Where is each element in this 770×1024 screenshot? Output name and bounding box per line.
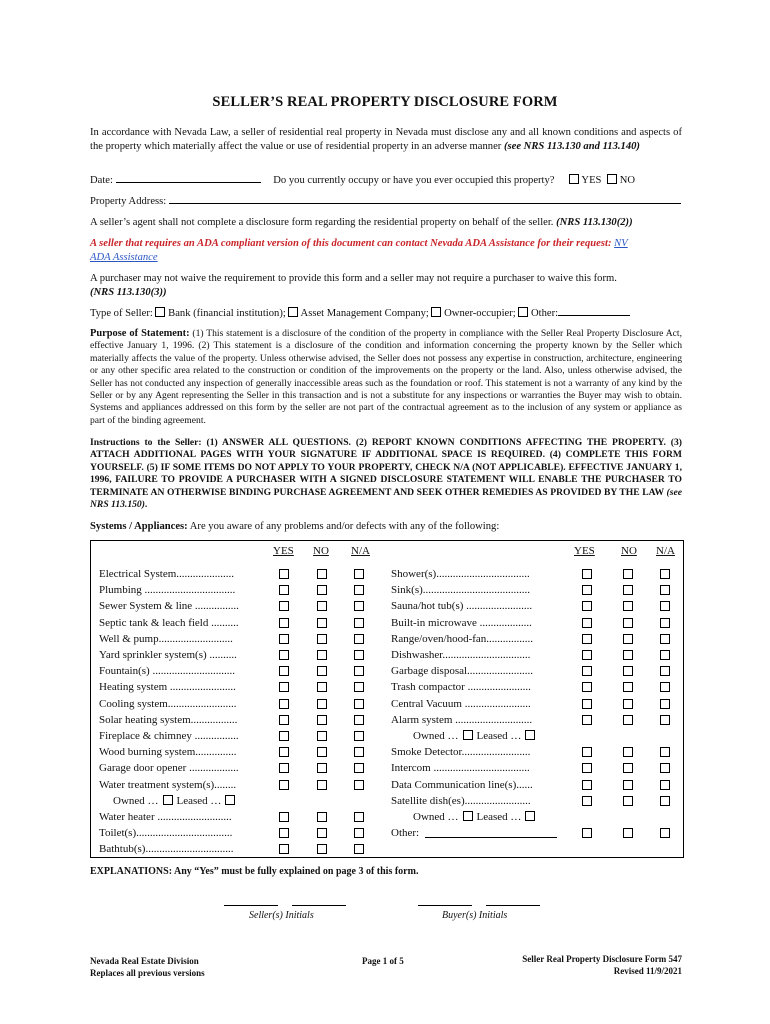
purpose-text: (1) This statement is a disclosure of the condition of the property in compliance with the Seller Real Property Disclosure Act, effective January 1, 1996. (2) This statement is a disclosure of the condition and information concerning the property known by the Seller which materially affects the value of the property. Unless otherwise advised, the Seller does not possess any expertise in construction, architecture, engineering or any other specific area related to the construction or condition of the improvements on the property or the land. Also, unless otherwise advised, the Seller has not conducted any inspection of generally inaccessible areas such as the foundation or roof. This statement is not a warranty of any kind by the Seller or by any Agent representing the Seller in this transaction and is not a substitute for any inspections or warranties the Buyer may wish to obtain. Systems and appliances addressed on this form by the seller are not part of the contractual agreement as to the inclusion of any system or appliance as part of the binding agreement.: [90, 328, 682, 426]
buyer-initial-line-1[interactable]: [418, 905, 472, 906]
right-item-row: [391, 598, 611, 614]
left-item-yes-checkbox[interactable]: [279, 844, 289, 854]
right-col-no-header: NO: [621, 545, 637, 557]
right-item-yes-checkbox[interactable]: [582, 634, 592, 644]
right-item-label: Built-in microwave ...................: [391, 616, 532, 629]
right-item-no-checkbox[interactable]: [623, 780, 633, 790]
right-item-na-checkbox[interactable]: [660, 618, 670, 628]
right-item-no-checkbox[interactable]: [623, 569, 633, 579]
property-address-label: Property Address:: [90, 196, 167, 207]
left-item-no-checkbox[interactable]: [317, 763, 327, 773]
right-item-no-checkbox[interactable]: [623, 796, 633, 806]
right-item-label: Sink(s).......................................: [391, 584, 531, 597]
right-owned-leased-row: [413, 728, 535, 744]
right-item-na-checkbox[interactable]: [660, 796, 670, 806]
waive-notice-ref: (NRS 113.130(3)): [90, 287, 167, 298]
right-item-yes-checkbox[interactable]: [582, 780, 592, 790]
right-item-na-checkbox[interactable]: [660, 666, 670, 676]
owned-checkbox[interactable]: [163, 795, 173, 805]
left-item-no-checkbox[interactable]: [317, 731, 327, 741]
buyer-initials-label: Buyer(s) Initials: [442, 910, 508, 921]
seller-type-asset-checkbox[interactable]: [288, 307, 298, 317]
left-item-row: [99, 825, 319, 841]
left-item-row: [99, 809, 319, 825]
right-item-no-checkbox[interactable]: [623, 618, 633, 628]
right-item-row: [391, 615, 611, 631]
owned-label: Owned …: [413, 811, 459, 823]
occupy-no-label: NO: [619, 175, 636, 186]
other-field[interactable]: [425, 837, 557, 838]
right-item-label: Data Communication line(s)......: [391, 778, 533, 791]
right-item-label: Intercom ...................................: [391, 762, 530, 775]
left-item-yes-checkbox[interactable]: [279, 650, 289, 660]
form-title: SELLER’S REAL PROPERTY DISCLOSURE FORM: [212, 94, 558, 110]
right-owned-leased-row: [413, 809, 535, 825]
left-item-row: [99, 647, 319, 663]
right-item-yes-checkbox[interactable]: [582, 618, 592, 628]
leased-checkbox[interactable]: [525, 811, 535, 821]
leased-label: Leased …: [176, 794, 222, 807]
systems-heading-row: [90, 521, 690, 532]
seller-initial-line-1[interactable]: [224, 905, 278, 906]
instructions-text: Instructions to the Seller: (1) ANSWER ALL QUESTIONS. (2) REPORT KNOWN CONDITIONS AFFECTING THE PROPERTY. (3) ATTACH ADDITIONAL PAGES WITH YOUR SIGNATURE IF ADDITIONAL SPACE IS REQUIRED. (4) COMPLETE THIS FORM YOURSELF. (5) IF SOME ITEMS DO NOT APPLY TO YOUR PROPERTY, CHECK N/A (NOT APPLICABLE). EFFECTIVE JANUARY 1, 1996, FAILURE TO PROVIDE A PURCHASER WITH A SIGNED DISCLOSURE STATEMENT WILL ENABLE THE PURCHASER TO TERMINATE AN OTHERWISE BINDING PURCHASE AGREEMENT AND SEEK OTHER REMEDIES AS PROVIDED BY THE LAW: [90, 437, 682, 498]
left-item-row: [99, 582, 319, 598]
left-item-yes-checkbox[interactable]: [279, 715, 289, 725]
left-item-no-checkbox[interactable]: [317, 828, 327, 838]
right-item-row: [391, 696, 611, 712]
left-item-row: [99, 696, 319, 712]
right-item-row: [391, 647, 611, 663]
left-item-yes-checkbox[interactable]: [279, 828, 289, 838]
instructions-paragraph: [90, 437, 682, 511]
right-item-label: Range/oven/hood-fan.................: [391, 632, 534, 645]
left-item-row: [99, 744, 319, 760]
left-item-label: Toilet(s)...................................: [99, 827, 233, 840]
right-item-na-checkbox[interactable]: [660, 747, 670, 757]
right-item-na-checkbox[interactable]: [660, 682, 670, 692]
right-item-label: Garbage disposal........................: [391, 665, 534, 678]
right-item-label: Other:: [391, 827, 420, 840]
right-item-no-checkbox[interactable]: [623, 634, 633, 644]
right-item-yes-checkbox[interactable]: [582, 666, 592, 676]
left-item-label: Sewer System & line ................: [99, 600, 239, 613]
seller-initial-line-2[interactable]: [292, 905, 346, 906]
left-item-no-checkbox[interactable]: [317, 569, 327, 579]
left-item-no-checkbox[interactable]: [317, 650, 327, 660]
left-item-no-checkbox[interactable]: [317, 682, 327, 692]
left-item-yes-checkbox[interactable]: [279, 812, 289, 822]
footer-page-number: Page 1 of 5: [362, 956, 404, 966]
owned-checkbox[interactable]: [463, 730, 473, 740]
right-item-no-checkbox[interactable]: [623, 763, 633, 773]
right-item-row: [391, 631, 611, 647]
seller-type-other-field[interactable]: [558, 315, 630, 316]
left-item-row: [99, 566, 319, 582]
left-item-label: Solar heating system.................: [99, 713, 238, 726]
left-item-label: Wood burning system...............: [99, 746, 237, 759]
purpose-paragraph: [90, 328, 682, 427]
right-item-row: [391, 566, 611, 582]
right-item-no-checkbox[interactable]: [623, 601, 633, 611]
right-item-na-checkbox[interactable]: [660, 780, 670, 790]
right-item-no-checkbox[interactable]: [623, 747, 633, 757]
systems-table: [90, 540, 684, 858]
left-item-row: [99, 615, 319, 631]
purpose-heading: Purpose of Statement:: [90, 328, 190, 339]
right-item-yes-checkbox[interactable]: [582, 699, 592, 709]
ada-notice: [90, 237, 682, 265]
left-item-na-checkbox[interactable]: [354, 763, 364, 773]
seller-type-bank-checkbox[interactable]: [155, 307, 165, 317]
left-item-yes-checkbox[interactable]: [279, 585, 289, 595]
left-item-label: Plumbing .................................: [99, 584, 236, 597]
right-item-no-checkbox[interactable]: [623, 699, 633, 709]
right-item-row: [391, 744, 611, 760]
owned-checkbox[interactable]: [463, 811, 473, 821]
right-item-no-checkbox[interactable]: [623, 828, 633, 838]
right-item-yes-checkbox[interactable]: [582, 682, 592, 692]
leased-label: Leased …: [476, 730, 522, 742]
footer-division: Nevada Real Estate Division: [90, 956, 199, 966]
footer-form-name: Seller Real Property Disclosure Form 547: [522, 954, 682, 964]
left-item-na-checkbox[interactable]: [354, 844, 364, 854]
waive-notice: [90, 272, 682, 300]
right-item-no-checkbox[interactable]: [623, 715, 633, 725]
right-item-na-checkbox[interactable]: [660, 585, 670, 595]
left-item-label: Yard sprinkler system(s) ..........: [99, 649, 237, 661]
right-item-row: [391, 793, 611, 809]
left-item-row: [99, 631, 319, 647]
left-item-row: [99, 598, 319, 614]
agent-notice-ref: (NRS 113.130(2)): [556, 217, 633, 228]
left-item-label: Heating system ........................: [99, 681, 236, 694]
right-item-row: [391, 663, 611, 679]
left-item-na-checkbox[interactable]: [354, 747, 364, 757]
date-field[interactable]: [116, 182, 261, 183]
left-item-na-checkbox[interactable]: [354, 666, 364, 676]
waive-notice-text: A purchaser may not waive the requirement to provide this form and a seller may not require a purchaser to waive this form.: [90, 273, 617, 284]
seller-type-other-label: Other:: [531, 308, 559, 319]
right-item-row: [391, 825, 611, 841]
left-item-na-checkbox[interactable]: [354, 585, 364, 595]
left-item-yes-checkbox[interactable]: [279, 569, 289, 579]
left-item-yes-checkbox[interactable]: [279, 780, 289, 790]
left-item-yes-checkbox[interactable]: [279, 747, 289, 757]
owned-label: Owned …: [113, 794, 159, 807]
intro-text: In accordance with Nevada Law, a seller of residential real property in Nevada must disclose any and all known conditions and aspects of the property which materially affect the value or use of residential property in an adverse manner: [90, 127, 682, 152]
left-item-no-checkbox[interactable]: [317, 699, 327, 709]
left-item-row: [99, 841, 319, 857]
right-item-label: Satellite dish(es)........................: [391, 794, 531, 807]
seller-type-owner-checkbox[interactable]: [431, 307, 441, 317]
left-item-na-checkbox[interactable]: [354, 601, 364, 611]
left-item-na-checkbox[interactable]: [354, 569, 364, 579]
left-item-no-checkbox[interactable]: [317, 634, 327, 644]
left-item-no-checkbox[interactable]: [317, 747, 327, 757]
left-item-no-checkbox[interactable]: [317, 585, 327, 595]
left-item-no-checkbox[interactable]: [317, 601, 327, 611]
left-item-label: Cooling system.........................: [99, 697, 237, 710]
seller-type-other-checkbox[interactable]: [518, 307, 528, 317]
left-item-na-checkbox[interactable]: [354, 731, 364, 741]
left-item-yes-checkbox[interactable]: [279, 634, 289, 644]
seller-type-bank-label: Bank (financial institution);: [168, 308, 286, 319]
left-item-no-checkbox[interactable]: [317, 812, 327, 822]
left-item-yes-checkbox[interactable]: [279, 682, 289, 692]
right-item-no-checkbox[interactable]: [623, 650, 633, 660]
right-item-row: [391, 582, 611, 598]
left-item-na-checkbox[interactable]: [354, 682, 364, 692]
left-col-na-header: N/A: [351, 545, 370, 557]
left-item-label: Water heater ...........................: [99, 811, 232, 823]
occupy-yes-checkbox[interactable]: [569, 174, 579, 184]
ada-link-part-1: NV: [614, 238, 628, 249]
leased-checkbox[interactable]: [225, 795, 235, 805]
right-item-label: Dishwasher................................: [391, 649, 531, 661]
right-item-yes-checkbox[interactable]: [582, 796, 592, 806]
right-item-label: Smoke Detector.........................: [391, 746, 531, 759]
agent-notice: [90, 216, 682, 230]
seller-type-label: Type of Seller:: [90, 308, 153, 319]
right-item-yes-checkbox[interactable]: [582, 763, 592, 773]
ada-link-part-2: ADA Assistance: [90, 252, 158, 263]
systems-question: Are you aware of any problems and/or defects with any of the following:: [187, 521, 500, 532]
seller-type-owner-label: Owner-occupier;: [444, 308, 516, 319]
owned-label: Owned …: [413, 730, 459, 742]
left-item-yes-checkbox[interactable]: [279, 699, 289, 709]
right-item-row: [391, 679, 611, 695]
left-item-yes-checkbox[interactable]: [279, 731, 289, 741]
occupy-question: Do you currently occupy or have you ever occupied this property?: [273, 175, 555, 186]
left-owned-leased-row: [113, 793, 235, 809]
right-col-yes-header: YES: [574, 545, 595, 557]
right-item-row: [391, 760, 611, 776]
left-item-row: [99, 728, 319, 744]
left-item-row: [99, 760, 319, 776]
seller-type-asset-label: Asset Management Company;: [300, 308, 429, 319]
property-address-row: [90, 196, 690, 207]
footer-left: [90, 955, 205, 979]
footer-revised: Revised 11/9/2021: [613, 966, 682, 976]
left-item-no-checkbox[interactable]: [317, 666, 327, 676]
left-item-no-checkbox[interactable]: [317, 715, 327, 725]
right-item-no-checkbox[interactable]: [623, 682, 633, 692]
left-item-no-checkbox[interactable]: [317, 780, 327, 790]
left-item-label: Electrical System.....................: [99, 568, 235, 580]
systems-heading: Systems / Appliances:: [90, 521, 188, 532]
intro-paragraph: [90, 126, 682, 154]
right-item-na-checkbox[interactable]: [660, 828, 670, 838]
left-item-no-checkbox[interactable]: [317, 618, 327, 628]
right-item-yes-checkbox[interactable]: [582, 585, 592, 595]
right-item-na-checkbox[interactable]: [660, 569, 670, 579]
agent-notice-text: A seller’s agent shall not complete a disclosure form regarding the residential property on behalf of the seller.: [90, 217, 554, 228]
right-item-yes-checkbox[interactable]: [582, 569, 592, 579]
left-item-label: Septic tank & leach field ..........: [99, 616, 239, 629]
left-item-label: Fireplace & chimney ................: [99, 730, 239, 742]
footer-right: [522, 953, 682, 977]
instructions-end: .: [144, 499, 148, 511]
left-item-na-checkbox[interactable]: [354, 618, 364, 628]
left-col-yes-header: YES: [273, 545, 294, 557]
left-item-row: [99, 679, 319, 695]
left-item-row: [99, 712, 319, 728]
seller-type-row: [90, 307, 690, 319]
left-item-row: [99, 777, 319, 793]
buyer-initial-line-2[interactable]: [486, 905, 540, 906]
left-item-label: Fountain(s) ..............................: [99, 665, 235, 678]
right-item-label: Central Vacuum ........................: [391, 697, 531, 710]
left-item-yes-checkbox[interactable]: [279, 666, 289, 676]
left-item-yes-checkbox[interactable]: [279, 618, 289, 628]
leased-checkbox[interactable]: [525, 730, 535, 740]
left-item-na-checkbox[interactable]: [354, 634, 364, 644]
date-row: [90, 174, 690, 186]
left-item-no-checkbox[interactable]: [317, 844, 327, 854]
left-item-na-checkbox[interactable]: [354, 650, 364, 660]
occupy-yes-label: YES: [581, 175, 602, 186]
left-item-na-checkbox[interactable]: [354, 715, 364, 725]
right-item-label: Sauna/hot tub(s) ........................: [391, 600, 533, 613]
right-item-no-checkbox[interactable]: [623, 666, 633, 676]
right-item-na-checkbox[interactable]: [660, 650, 670, 660]
left-item-yes-checkbox[interactable]: [279, 763, 289, 773]
right-item-yes-checkbox[interactable]: [582, 601, 592, 611]
right-item-na-checkbox[interactable]: [660, 634, 670, 644]
left-item-na-checkbox[interactable]: [354, 699, 364, 709]
right-item-na-checkbox[interactable]: [660, 699, 670, 709]
seller-initials-label: Seller(s) Initials: [249, 910, 314, 921]
left-item-label: Water treatment system(s)........: [99, 778, 237, 791]
occupy-no-checkbox[interactable]: [607, 174, 617, 184]
left-item-na-checkbox[interactable]: [354, 812, 364, 822]
left-item-label: Garage door opener ..................: [99, 762, 239, 775]
left-item-label: Bathtub(s)................................: [99, 843, 234, 856]
right-item-na-checkbox[interactable]: [660, 763, 670, 773]
right-item-row: [391, 712, 611, 728]
right-item-yes-checkbox[interactable]: [582, 650, 592, 660]
left-item-na-checkbox[interactable]: [354, 780, 364, 790]
left-item-yes-checkbox[interactable]: [279, 601, 289, 611]
right-item-label: Alarm system ............................: [391, 713, 533, 726]
instructions-ref: (see NRS 113.150): [90, 486, 682, 511]
right-item-row: [391, 777, 611, 793]
right-item-label: Shower(s)..................................: [391, 568, 530, 580]
right-item-yes-checkbox[interactable]: [582, 828, 592, 838]
right-item-yes-checkbox[interactable]: [582, 747, 592, 757]
left-item-label: Well & pump...........................: [99, 632, 233, 645]
explanations-note: EXPLANATIONS: Any “Yes” must be fully explained on page 3 of this form.: [90, 866, 419, 877]
leased-label: Leased …: [476, 811, 522, 823]
right-item-yes-checkbox[interactable]: [582, 715, 592, 725]
ada-notice-text: A seller that requires an ADA compliant version of this document can contact Nevada ADA Assistance for their request:: [90, 238, 615, 249]
right-item-no-checkbox[interactable]: [623, 585, 633, 595]
date-label: Date:: [90, 175, 113, 186]
property-address-field[interactable]: [169, 203, 681, 204]
left-item-row: [99, 663, 319, 679]
right-col-na-header: N/A: [656, 545, 675, 557]
right-item-na-checkbox[interactable]: [660, 715, 670, 725]
left-item-na-checkbox[interactable]: [354, 828, 364, 838]
footer-replaces: Replaces all previous versions: [90, 968, 205, 978]
intro-ref: (see NRS 113.130 and 113.140): [503, 141, 640, 152]
left-col-no-header: NO: [313, 545, 329, 557]
right-item-label: Trash compactor .......................: [391, 681, 531, 694]
right-item-na-checkbox[interactable]: [660, 601, 670, 611]
